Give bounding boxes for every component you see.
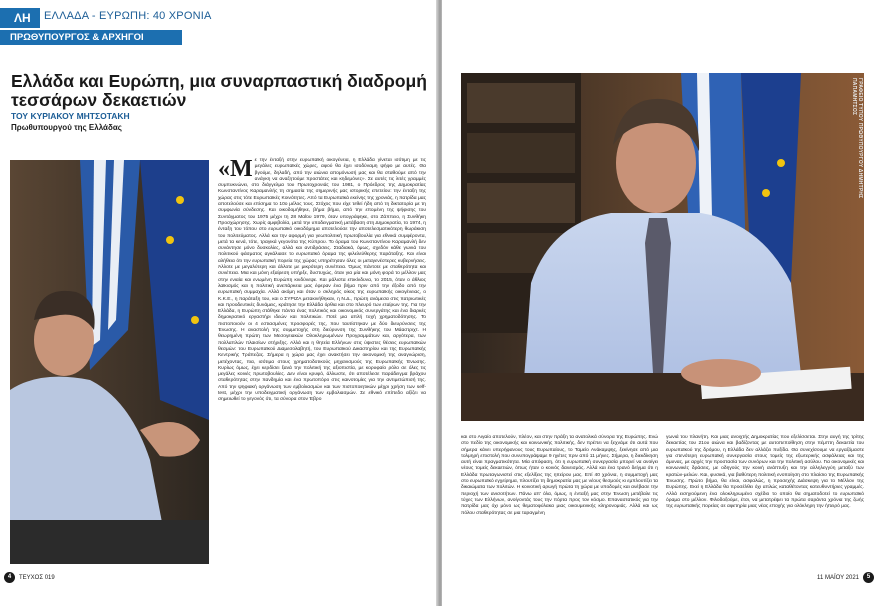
photo-prime-minister-desk — [461, 73, 864, 421]
footer-right — [817, 572, 874, 583]
photo-right-illustration — [461, 73, 864, 421]
issue-date: 11 ΜΑΪΟΥ 2021 — [817, 574, 859, 581]
body-column-right-2: γωνιά του πλανήτη. Και μιας ανοιχτής Δημοκρατίας που εξελίσσεται. Στην αυγή της τρίτης δεκαετίας του 21ου αιώνα και βαδίζοντας με αυτοπεποίθηση στην πέμπτη δεκαετία του ευρωπαϊκού της δρόμου, η Ελλάδα δεν αλλάζει πυξίδα. Θα συνεχίσουμε να εργαζόμαστε για στενότερη ευρωπαϊκή συνεργασία στους τομείς της εξωτερικής ασφάλειας και της άμυνας, με αρχές την προστασία των συνόρων και την πολιτική ασύλου. Για οικονομικές και κοινωνικές δράσεις, με οδηγούς την κοινή ανάπτυξη και την αλληλεγγύη μεταξύ των κρατών-μελών. Και, φυσικά, για βαθύτερη πολιτική ενοποίηση στο πλαίσιο της Ευρωπαϊκής Ένωσης. Πρώτο βήμα, θα είναι, ασφαλώς, η προσεχής Διάσκεψη για το Μέλλον της Ευρώπης. Εκεί η Ελλάδα θα προσέλθει όχι απλώς καταθέτοντας κατευθυντήριες γραμμές. Αλλά εισηγούμενη ένα ολοκληρωμένο σχέδιο το οποίο θα σηματοδοτεί το ευρωπαϊκό όραμα στο μέλλον. Φιλοδοξούμε, έτσι, να μετατρέψει τα πρώτα σαράντα χρόνια της ζωής της ευρωπαϊκής πορείας σε αφετηρία μιας νέας εποχής για ολόκληρη την ήπειρό μας. — [666, 435, 864, 510]
page-number-left: 4 — [4, 572, 15, 583]
footer-left — [4, 572, 55, 583]
photo-left-illustration — [10, 160, 209, 564]
subsection-label: ΠΡΩΘΥΠΟΥΡΓΟΣ & ΑΡΧΗΓΟΙ ΚΟΜΜΑΤΩΝ — [0, 30, 182, 45]
body-text-left: Σε αυτές τις λιτές γραμμές συμπυκνώνει, στο διάγγελμα του Πρωτοχρονιάς του 1981, ο Πρόεδρος της Δημοκρατίας Κωνσταντίνος Καραμανλής τη σημασία της σημερινής μας ιστορικής επετείου: την ένταξη της χώρας στις τότε Ευρωπαϊκές Κοινότητες. Από τα Ευρωπαϊκά εκείνης της χρονιάς, η πατρίδα μας αποτελούσε και επίσημα το 10ο μέλος τους. Στόχος που είχε τεθεί ήδη από τη δικτατορία με τη συμφωνία σύνδεσης. Και οικοδομήθηκε, βήμα βήμα, από την επομένη της ψήφισης του Συντάγματος του 1975 μέχρι τη 28 Μαΐου 1979, όταν υπογράφηκε, στο Ζάππειο, η Συνθήκη Προσχώρησης. Χωρίς αμφιβολία, μετά την υποδειγματική μετάβαση στη Δημοκρατία, το 1974, η ένταξη του τόπου στο ευρωπαϊκό οικοδόμημα αποτελούσε την αποτελεσματικότερη θωράκιση του πολιτεύματος. Αλλά και την αφορμή για γεωπολιτική πρωτοβουλία για εθνικά συμφέροντα, μετά τα κενά, τότε, τραγικά γεγονότα της Κύπρου. Το όραμα του Κωνσταντίνου Καραμανλή δεν συνάντησε μόνο δυσκολίες, αλλά και αντιδράσεις. Σταδιακά, όμως, σχεδόν κάθε γωνιά του πολιτικού φάσματος αγκάλιασε το ευρωπαϊκό όραμα της φιλελεύθερης παράταξης. Και είναι αλήθεια ότι την ευρωπαϊκή πορεία της χώρας υπηρέτησαν όλες οι μεταγενέστερες κυβερνήσεις. Άλλοτε με μεγαλύτερη και άλλοτε με μικρότερη συνέπεια. Όμως πάντοτε με σταθερότητα και συνέπεια. Μια και μόνη εξαίρεση υπήρξε, δυστυχώς, όταν για μία και μόνη φορά το μέλλον μας στην ενιαία και ενωμένη Ευρώπη κινδύνεψε. Και μάλιστα επικίνδυνα, το 2015, όταν ο άθλιος λαϊκισμός και η πολιτική ανεπάρκεια μας έφεραν ένα βήμα πριν από την έξοδο από την ευρωπαϊκή συμμαχία. Αλλά ακόμη και όταν ο σκληρός οίκος της ευρωπαϊκής οικογένειας, ο Κ.Κ.Ε., η παράταξη του, και ο ΣΥΡΙΖΑ μετακινήθηκαν, η Ν.Δ., πρώτη ανάμεσα στις πατριωτικές και προοδευτικές δυνάμεις, κράτησε την Ελλάδα όρθια και στο πλευρό των εταίρων της. Για την Ελλάδα, η Ευρώπη στάθηκε πάντα ένας πολιτικός και οικονομικός συνεργάτης και ένα διαρκές δημοκρατικό εργαστήρι ιδεών και πολιτικών. Ποτέ μια απλή τυχή χρηματοδότησης. Το πιστοποιούν οι 4 εστιασμένες προσφορές της, που ταυτίστηκαν με δύο διευρύνσεις της Ένωσης. Η αναστολή της συμμετοχής στη διεύρυνση της Συνθήκης του Μάαστριχτ. Η θεωρημένη πρώτη των Μεσογειακών Ολοκληρωμένων Προγραμμάτων και, αργότερα, των πολλαπλών πλαισίων στήριξης. Αλλά και η θητεία Ελλήνων στις ύψιστες θέσεις ευρωπαϊκών θεσμών: του Ευρωπαϊκού Διαμεσολαβητή, του Ευρωπαϊκού Δικαστηρίου και της Ευρωπαϊκής Κεντρικής Τράπεζας. Σήμερα η χώρα μας έχει ανακτήσει την οικονομική της αναγνώριση, μετέχοντας, πια, ισότιμα στους χρηματοδοτικούς μηχανισμούς της Ευρωπαϊκής Ένωσης. Κυρίως όμως, έχει κερδίσει ξανά την πολιτική της αξιοπιστία, με κορυφαίο ρόλο σε όλες τις μεγάλες κοινές πρωτοβουλίες. Δεν είναι κρυφό, άλλωστε, ότι αποτέλεσε παράδειγμα βράχου σταθερότητας στην πανδημία και ένα πρωτοπόρο στις καινοτομίες για την αντιμετώπισή της. Από την ψηφιακή οργάνωση των εμβολιασμών και των πιστοποιητικών μέχρι χρήση των self-test, μέχρι την υποδειγματική οργάνωση των εμβολιασμών. Σε εθνικό επίπεδο αξίζει να σημειωθεί το γεγονός ότι, τα σύνορα στον Έβρο — [218, 176, 426, 403]
section-title: ΕΛΛΑΔΑ - ΕΥΡΩΠΗ: 40 ΧΡΟΝΙΑ — [44, 10, 212, 22]
article-author: ΤΟΥ ΚΥΡΙΑΚΟΥ ΜΗΤΣΟΤΑΚΗ — [11, 111, 130, 121]
lead-paragraph: ε την ένταξή στην ευρωπαϊκή οικογένεια, η Ελλάδα γίνεται ισότιμη με τις μεγάλες ευρωπαϊκές χώρες, αφού θα έχει ισοδύναμη ψήφο με αυτές. Θα βγούμε, δηλαδή, από την αιώνια απομόνωσή μας και θα σταθούμε από την ανάγκη να αναζητούμε προστάτες και κηδεμόνες». — [254, 158, 426, 182]
body-column-left — [218, 158, 426, 404]
dropcap: «Μ — [218, 156, 253, 182]
article-headline: Ελλάδα και Ευρώπη, μια συναρπαστική διαδρομή τεσσάρων δεκαετιών — [11, 71, 427, 110]
magazine-logo: ΛΗ — [0, 8, 40, 28]
right-page — [442, 0, 880, 606]
photo-prime-minister-profile — [10, 160, 209, 564]
body-column-right-1: και στο Αιγαίο αποτελούν, πλέον, και στην πράξη τα ανατολικά σύνορα της Ευρώπης. Ενώ στο πεδίο της οικονομικής και κοινωνικής πολιτικής, δεν πρέπει να ξεχνάμε ότι αυτά που σήμερα κάνει υπερήφανους τους Ευρωπαίους, το Ταμείο Ανάκαμψης, ξεκίνησε από μια τολμηρή επιστολή που συνυπογράψαμε 9 ηγέτες πριν από 11 μήνες. Σήμερα, η διεκδίκηση αυτή είναι πραγματικότητα. Μία απόφαση, ότι η ευρωπαϊκή συνεργασία μπορεί να ανοίγει νέους τομείς δεκαετιών, όπως ήταν ο κοινός δανεισμός. Αλλά και ένα τρανό δείγμα ότι η Ελλάδα πρωταγωνιστεί στις εξελίξεις της ηπείρου μας. Επί 40 χρόνια, η συμμετοχή μας στο ευρωπαϊκό εγχείρημα, πλουτίζει τη δημοκρατία μας με νέους θεσμούς κι εμπλουτίζει τα δικαιώματα των πολιτών. Η κοινοτική αρωγή πρώτα τη χώρα με υποδομές και ανέβασε την περιοχή των ανισοτήτων. Πάνω απ' όλα, όμως, η ένταξή μας στην Ένωση μετέβαλε τις τύχες των Ελλήνων, ανοίγοντάς τους την πόρτα προς τον κόσμο. Επαναστατικός για την πατρίδα μας όχι μόνο ως θεματοφύλακα μιας οικουμενικής κληρονομιάς. Αλλά και ως πόλου σταθερότητας σε μια ταραγμένη — [461, 435, 658, 516]
author-role: Πρωθυπουργού της Ελλάδας — [11, 123, 122, 132]
page-number-right: 5 — [863, 572, 874, 583]
left-page — [0, 0, 438, 606]
issue-label: ΤΕΥΧΟΣ 019 — [19, 574, 55, 581]
photo-credit: ΓΡΑΦΕΙΟ ΤΥΠΟΥ ΠΡΩΘΥΠΟΥΡΓΟΥ ΔΗΜΗΤΡΗΣ ΠΑΠΑΜΗΤΣΟΣ — [851, 78, 863, 199]
